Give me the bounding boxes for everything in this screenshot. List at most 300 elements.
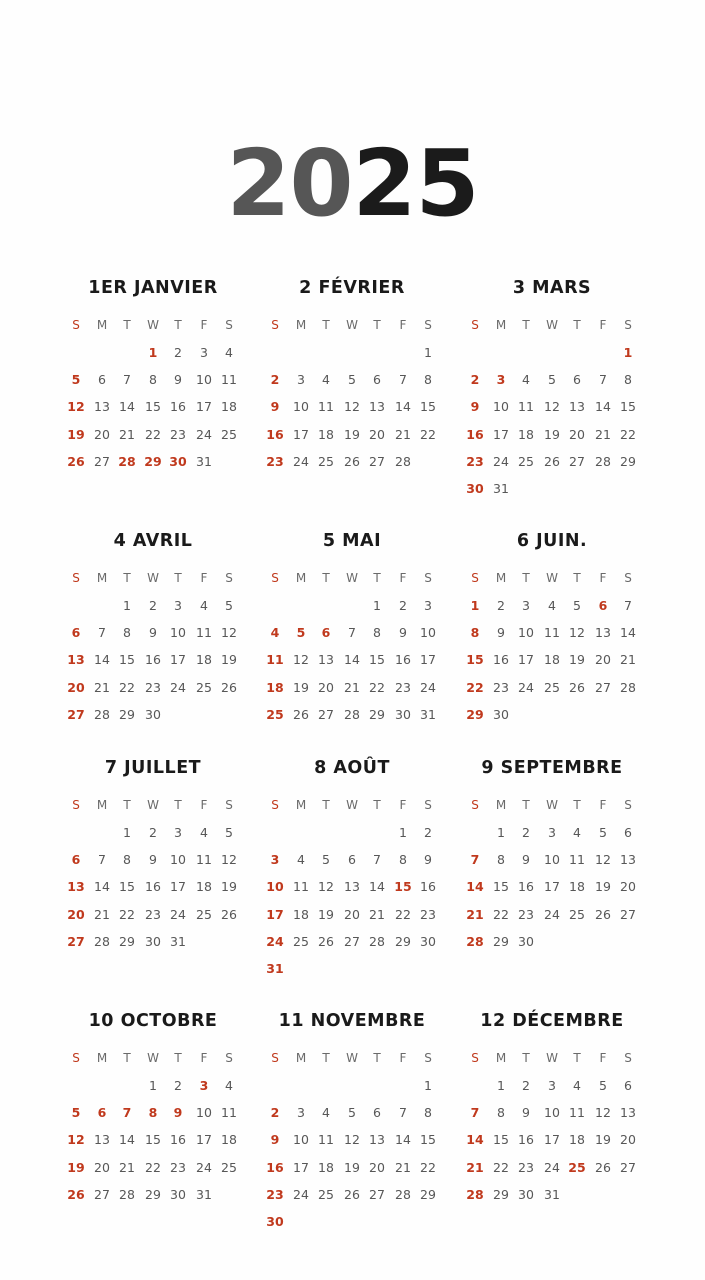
day-cell: 30 [145,706,161,722]
day-cell: 23 [395,679,411,695]
day-cell: 24 [293,453,309,469]
day-cell: 5 [348,372,356,388]
day-cell-holiday: 10 [266,879,284,895]
day-cell: 27 [369,453,385,469]
day-cell-holiday: 9 [270,399,280,415]
day-cell: 21 [395,1159,411,1175]
day-cell-holiday: 21 [466,906,484,922]
weekday-header: T [373,1051,381,1065]
weekday-header: T [522,798,530,812]
day-cell: 1 [424,1078,432,1093]
day-cell: 27 [569,453,585,469]
day-cell-holiday: 12 [67,399,85,415]
weekday-header: T [174,571,182,585]
day-cell: 10 [170,852,186,868]
day-cell: 7 [624,598,632,613]
day-cell-holiday: 31 [266,961,284,976]
day-cell-holiday: 30 [466,481,484,496]
day-cell: 16 [420,879,436,895]
day-cell: 15 [620,399,636,415]
weekday-header: W [346,1051,358,1065]
day-cell: 31 [170,933,186,949]
day-cell: 4 [322,1105,330,1121]
day-cell: 8 [123,852,131,868]
day-cell: 23 [170,1159,186,1175]
day-cell: 17 [170,879,186,895]
day-cell: 19 [595,1132,611,1148]
weekday-header: W [147,318,159,332]
weekday-header: S [624,798,632,812]
day-cell: 27 [369,1186,385,1202]
weekday-header: F [200,571,208,585]
day-cell-holiday: 6 [598,598,608,613]
day-cell: 6 [373,372,381,388]
day-cell: 21 [395,426,411,442]
day-cell: 18 [569,879,585,895]
weekday-header: W [546,1051,558,1065]
day-cell: 17 [196,1132,212,1148]
day-cell: 15 [119,879,135,895]
day-cell: 26 [344,1186,360,1202]
day-cell: 24 [544,906,560,922]
day-cell: 25 [196,906,212,922]
day-cell: 19 [344,1159,360,1175]
day-cell: 31 [544,1186,560,1202]
day-cell: 12 [544,399,560,415]
day-cell: 30 [518,933,534,949]
day-cell: 8 [373,625,381,641]
month-title: 6 JUIN. [516,531,588,551]
day-cell: 23 [518,906,534,922]
day-cell: 2 [424,825,432,840]
day-cell-holiday: 9 [173,1105,183,1121]
day-cell: 16 [395,652,411,668]
day-cell-holiday: 6 [71,852,81,868]
day-cell-holiday: 25 [266,706,284,722]
day-cell: 25 [518,453,534,469]
day-cell: 3 [548,1078,556,1093]
day-cell: 8 [399,852,407,868]
day-cell: 22 [395,906,411,922]
day-cell: 28 [369,933,385,949]
day-cell: 6 [573,372,581,388]
day-cell: 11 [293,879,309,895]
day-cell: 25 [196,679,212,695]
day-cell: 17 [196,399,212,415]
day-cell: 5 [573,598,581,613]
day-cell: 10 [493,399,509,415]
day-cell: 13 [94,1132,110,1148]
day-cell: 5 [599,825,607,840]
weekday-header: W [346,798,358,812]
day-cell: 17 [293,1159,309,1175]
day-cell: 18 [196,652,212,668]
day-cell: 5 [322,852,330,868]
day-cell-holiday: 4 [270,625,280,641]
weekday-header: S [225,798,233,812]
day-cell: 31 [196,1186,212,1202]
weekday-header: M [295,1051,307,1065]
day-cell: 17 [518,652,534,668]
day-cell-holiday: 22 [466,679,484,695]
weekday-header: S [424,318,432,332]
day-cell: 12 [344,1132,360,1148]
day-cell-holiday: 16 [266,426,284,442]
weekday-header: S [624,571,632,585]
day-cell: 31 [420,706,436,722]
weekday-header: T [573,571,581,585]
day-cell: 19 [293,679,309,695]
weekday-header: T [373,798,381,812]
weekday-header: W [546,318,558,332]
day-cell-holiday: 26 [67,453,85,469]
day-cell: 25 [221,1159,237,1175]
day-cell-holiday: 24 [266,933,284,949]
month-title: 7 JUILLET [104,758,202,778]
weekday-header: M [495,798,507,812]
day-cell: 1 [497,1078,505,1093]
day-cell: 3 [297,372,305,388]
month-title: 12 DÉCEMBRE [480,1011,624,1031]
weekday-header: S [471,1051,479,1065]
day-cell: 10 [196,1105,212,1121]
day-cell: 20 [569,426,585,442]
day-cell: 22 [493,906,509,922]
day-cell: 7 [599,372,607,388]
day-cell-holiday: 27 [67,706,85,722]
weekday-header: T [123,798,131,812]
day-cell: 3 [548,825,556,840]
day-cell: 30 [493,706,509,722]
day-cell-holiday: 30 [169,453,187,469]
day-cell: 17 [544,879,560,895]
weekday-header: M [295,571,307,585]
weekday-header: T [522,571,530,585]
day-cell: 12 [595,852,611,868]
weekday-header: S [624,1051,632,1065]
weekday-header: M [96,798,108,812]
day-cell: 18 [221,399,237,415]
day-cell: 9 [399,625,407,641]
day-cell: 30 [170,1186,186,1202]
weekday-header: F [599,318,607,332]
day-cell-holiday: 1 [148,345,158,360]
day-cell-holiday: 18 [266,679,284,695]
day-cell: 18 [518,426,534,442]
day-cell: 1 [123,598,131,613]
day-cell-holiday: 29 [466,706,484,722]
day-cell: 26 [595,1159,611,1175]
day-cell: 9 [149,852,157,868]
month-title: 2 FÉVRIER [299,278,405,298]
day-cell: 26 [221,906,237,922]
day-cell-holiday: 1 [470,598,480,613]
day-cell: 24 [493,453,509,469]
month-title: 5 MAI [322,531,382,551]
day-cell: 7 [399,372,407,388]
day-cell: 13 [318,652,334,668]
day-cell: 10 [196,372,212,388]
day-cell: 18 [196,879,212,895]
day-cell: 14 [119,1132,135,1148]
day-cell: 31 [493,481,509,496]
day-cell: 16 [518,1132,534,1148]
day-cell: 5 [548,372,556,388]
day-cell-holiday: 15 [394,879,412,895]
weekday-header: M [96,318,108,332]
day-cell: 10 [518,625,534,641]
weekday-header: F [399,1051,407,1065]
day-cell-holiday: 19 [67,1159,85,1175]
day-cell: 3 [174,825,182,840]
weekday-header: W [147,798,159,812]
day-cell: 29 [369,706,385,722]
day-cell: 23 [518,1159,534,1175]
weekday-header: F [599,798,607,812]
day-cell: 4 [573,1078,581,1093]
day-cell: 1 [399,825,407,840]
day-cell: 5 [599,1078,607,1093]
day-cell: 29 [119,706,135,722]
weekday-header: T [123,1051,131,1065]
weekday-header: S [225,571,233,585]
weekday-header: T [123,571,131,585]
day-cell: 8 [497,1105,505,1121]
day-cell: 11 [318,399,334,415]
day-cell: 7 [399,1105,407,1121]
weekday-header: S [72,1051,80,1065]
day-cell: 18 [221,1132,237,1148]
day-cell: 4 [225,345,233,360]
day-cell: 3 [200,345,208,360]
day-cell: 27 [94,453,110,469]
day-cell: 6 [98,372,106,388]
weekday-header: S [72,798,80,812]
day-cell: 16 [170,1132,186,1148]
day-cell: 21 [595,426,611,442]
day-cell-holiday: 19 [67,426,85,442]
day-cell-holiday: 16 [266,1159,284,1175]
day-cell: 2 [174,345,182,360]
day-cell: 26 [221,679,237,695]
day-cell: 17 [420,652,436,668]
day-cell: 4 [200,825,208,840]
day-cell-holiday: 28 [466,1186,484,1202]
day-cell: 16 [170,399,186,415]
day-cell: 13 [369,1132,385,1148]
day-cell-holiday: 14 [466,879,484,895]
day-cell: 3 [522,598,530,613]
day-cell: 23 [145,679,161,695]
day-cell: 2 [497,598,505,613]
day-cell: 8 [497,852,505,868]
day-cell: 22 [145,1159,161,1175]
day-cell: 18 [544,652,560,668]
day-cell-holiday: 27 [67,933,85,949]
day-cell-holiday: 6 [97,1105,107,1121]
day-cell: 27 [620,1159,636,1175]
weekday-header: W [346,318,358,332]
day-cell: 27 [318,706,334,722]
weekday-header: T [573,798,581,812]
day-cell-holiday: 23 [266,453,284,469]
day-cell-holiday: 6 [71,625,81,641]
day-cell: 4 [225,1078,233,1093]
day-cell: 28 [94,706,110,722]
day-cell: 19 [544,426,560,442]
weekday-header: S [471,571,479,585]
day-cell-holiday: 25 [568,1159,586,1175]
day-cell-holiday: 7 [122,1105,132,1121]
day-cell: 15 [119,652,135,668]
weekday-header: F [399,571,407,585]
day-cell: 23 [420,906,436,922]
weekday-header: F [200,1051,208,1065]
day-cell-holiday: 5 [296,625,306,641]
day-cell: 2 [149,598,157,613]
weekday-header: W [546,571,558,585]
day-cell: 26 [569,679,585,695]
day-cell: 25 [318,1186,334,1202]
day-cell: 11 [196,625,212,641]
day-cell: 4 [522,372,530,388]
day-cell: 21 [344,679,360,695]
day-cell: 16 [145,652,161,668]
day-cell: 24 [170,906,186,922]
day-cell: 13 [344,879,360,895]
day-cell: 25 [318,453,334,469]
day-cell-holiday: 20 [67,906,85,922]
day-cell: 6 [624,1078,632,1093]
day-cell: 21 [620,652,636,668]
day-cell-holiday: 13 [67,652,85,668]
weekday-header: T [322,798,330,812]
weekday-header: S [225,318,233,332]
day-cell: 18 [318,1159,334,1175]
day-cell: 11 [196,852,212,868]
day-cell: 28 [119,1186,135,1202]
day-cell: 10 [293,1132,309,1148]
month-title: 10 OCTOBRE [88,1011,218,1031]
weekday-header: M [495,318,507,332]
day-cell-holiday: 15 [466,652,484,668]
day-cell: 26 [595,906,611,922]
weekday-header: M [96,1051,108,1065]
day-cell: 29 [620,453,636,469]
day-cell: 24 [518,679,534,695]
day-cell: 21 [94,679,110,695]
day-cell: 30 [395,706,411,722]
weekday-header: M [295,318,307,332]
day-cell-holiday: 26 [67,1186,85,1202]
day-cell: 22 [620,426,636,442]
day-cell: 14 [369,879,385,895]
month-title: 8 AOÛT [314,758,390,778]
weekday-header: M [96,571,108,585]
day-cell: 25 [544,679,560,695]
month-title: 3 MARS [512,278,592,298]
weekday-header: W [346,571,358,585]
day-cell: 28 [344,706,360,722]
day-cell: 5 [225,598,233,613]
day-cell: 7 [348,625,356,641]
day-cell: 12 [344,399,360,415]
day-cell-holiday: 28 [118,453,136,469]
day-cell: 19 [221,652,237,668]
day-cell: 9 [174,372,182,388]
day-cell: 9 [522,852,530,868]
weekday-header: S [271,1051,279,1065]
day-cell: 14 [620,625,636,641]
day-cell: 25 [569,906,585,922]
day-cell: 16 [145,879,161,895]
day-cell-holiday: 11 [266,652,284,668]
weekday-header: M [495,1051,507,1065]
day-cell: 17 [493,426,509,442]
day-cell-holiday: 7 [470,1105,480,1121]
weekday-header: S [271,318,279,332]
day-cell: 16 [518,879,534,895]
day-cell: 15 [420,399,436,415]
day-cell: 27 [595,679,611,695]
day-cell: 17 [293,426,309,442]
day-cell-holiday: 9 [270,1132,280,1148]
day-cell-holiday: 3 [199,1078,209,1093]
day-cell: 14 [94,879,110,895]
day-cell: 16 [493,652,509,668]
year-title-part2: 25 [352,130,479,237]
day-cell-holiday: 8 [148,1105,158,1121]
day-cell: 20 [620,1132,636,1148]
day-cell: 11 [569,1105,585,1121]
day-cell: 15 [420,1132,436,1148]
weekday-header: S [424,1051,432,1065]
day-cell: 18 [293,906,309,922]
weekday-header: T [522,318,530,332]
day-cell: 7 [123,372,131,388]
day-cell: 20 [344,906,360,922]
day-cell: 10 [544,1105,560,1121]
day-cell: 28 [94,933,110,949]
day-cell: 21 [119,1159,135,1175]
weekday-header: S [471,798,479,812]
day-cell: 11 [318,1132,334,1148]
day-cell: 1 [123,825,131,840]
day-cell-holiday: 2 [270,372,280,388]
day-cell: 22 [119,906,135,922]
day-cell-holiday: 30 [266,1214,284,1229]
day-cell: 22 [119,679,135,695]
day-cell-holiday: 14 [466,1132,484,1148]
month-title: 1ER JANVIER [88,278,218,298]
day-cell: 6 [348,852,356,868]
day-cell: 2 [522,825,530,840]
day-cell: 19 [344,426,360,442]
day-cell: 30 [420,933,436,949]
day-cell: 10 [170,625,186,641]
day-cell: 2 [522,1078,530,1093]
day-cell: 15 [145,1132,161,1148]
day-cell: 23 [145,906,161,922]
weekday-header: T [123,318,131,332]
day-cell: 13 [369,399,385,415]
day-cell: 9 [149,625,157,641]
day-cell: 25 [293,933,309,949]
weekday-header: F [399,318,407,332]
day-cell: 4 [322,372,330,388]
day-cell: 29 [145,1186,161,1202]
day-cell-holiday: 2 [270,1105,280,1121]
